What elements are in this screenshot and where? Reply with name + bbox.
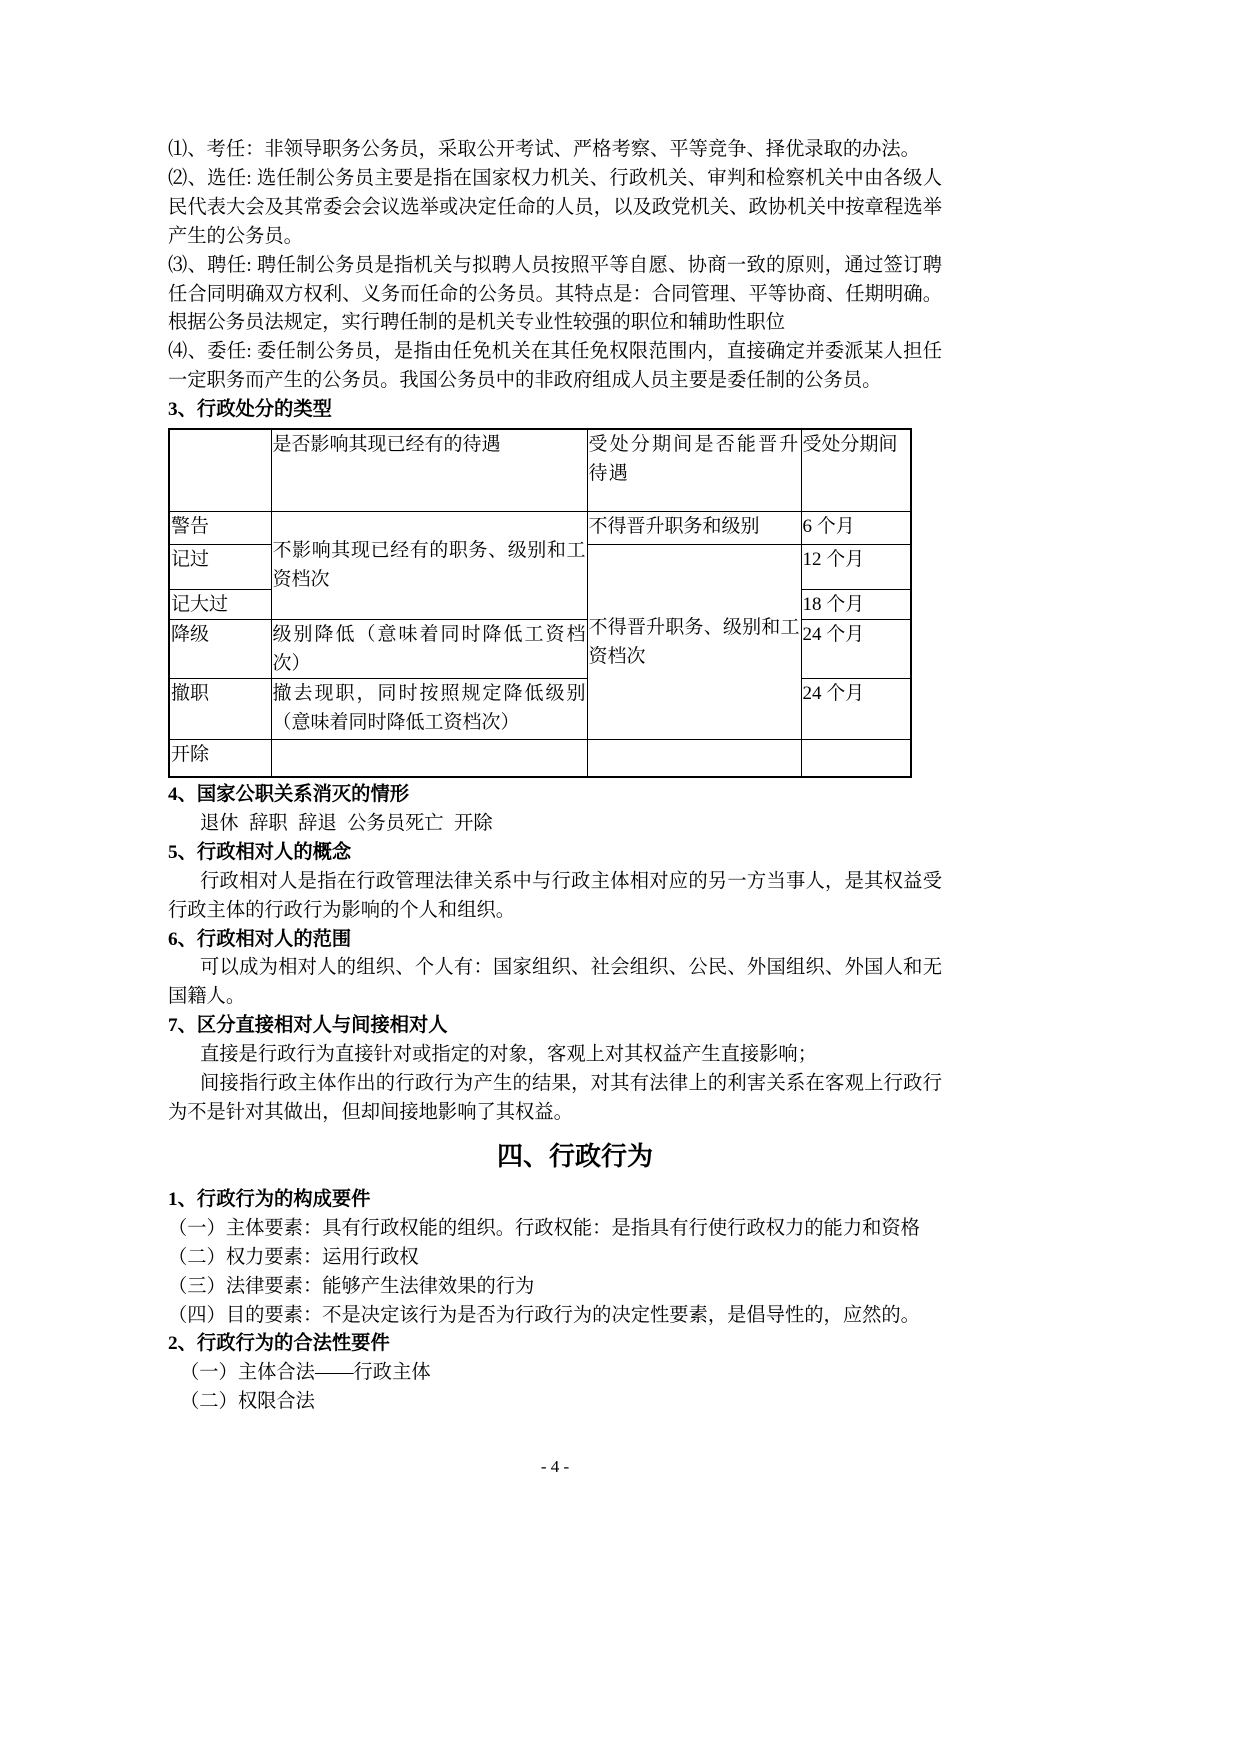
sanction-type-cell: 开除 <box>169 739 271 777</box>
legality-requirement-item: （二）权限合法 <box>180 1391 315 1413</box>
appointment-item-commission: ⑷、委任: 委任制公务员，是指由任免机关在其任免权限范围内，直接确定并委派某人担任一定职务而产生的公务员。我国公务员中的非政府组成人员主要是委任制的公务员。 <box>168 341 942 392</box>
appointment-item-election: ⑵、选任: 选任制公务员主要是指在国家权力机关、行政机关、审判和检察机关中由各级人民代表大会及其常委会会议选举或决定任命的人员，以及政党机关、政协机关中按章程选举产生的公务员。 <box>168 167 942 247</box>
sanction-table <box>168 428 912 778</box>
appointment-methods <box>168 136 942 396</box>
sanction-type-cell: 警告 <box>169 511 271 544</box>
period-cell: 24 个月 <box>801 619 911 678</box>
constituent-element-item: （二）权力要素：运用行政权 <box>168 1246 419 1268</box>
termination-heading: 4、国家公职关系消灭的情形 <box>168 784 410 806</box>
legality-requirements-heading: 2、行政行为的合法性要件 <box>168 1333 390 1355</box>
promotion-effect-cell: 不得晋升职务和级别 <box>587 511 801 544</box>
constituent-elements-heading: 1、行政行为的构成要件 <box>168 1188 371 1210</box>
counterpart-scope-heading: 6、行政相对人的范围 <box>168 928 352 950</box>
treatment-effect-cell: 撤去现职，同时按照规定降低级别（意味着同时降低工资档次） <box>271 678 587 739</box>
treatment-effect-cell-empty <box>271 739 587 777</box>
sanction-type-cell: 降级 <box>169 619 271 678</box>
table-row <box>169 511 911 544</box>
promotion-effect-cell-empty <box>587 739 801 777</box>
appointment-item-hire: ⑶、聘任: 聘任制公务员是指机关与拟聘人员按照平等自愿、协商一致的原则，通过签订聘任合同明确双方权利、义务而任命的公务员。其特点是：合同管理、平等协商、任期明确。根据公务员法规定，实行聘任制的是机关专业性较强的职位和辅助性职位 <box>168 254 942 334</box>
termination-item: 退休 <box>200 812 239 834</box>
termination-item: 辞退 <box>298 812 337 834</box>
sanction-type-cell: 撤职 <box>169 678 271 739</box>
termination-list <box>168 810 942 839</box>
header-cell-promotion-effect: 受处分期间是否能晋升待遇 <box>587 429 801 511</box>
treatment-effect-cell: 级别降低（意味着同时降低工资档次） <box>271 619 587 678</box>
header-cell-treatment-effect: 是否影响其现已经有的待遇 <box>271 429 587 511</box>
indirect-counterpart-text: 间接指行政主体作出的行政行为产生的结果，对其有法律上的利害关系在客观上行政行为不是针对其做出，但却间接地影响了其权益。 <box>168 1073 942 1124</box>
period-cell-empty <box>801 739 911 777</box>
chapter-title: 四、行政行为 <box>496 1141 653 1171</box>
constituent-element-item: （三）法律要素：能够产生法律效果的行为 <box>168 1275 535 1297</box>
counterpart-concept-text: 行政相对人是指在行政管理法律关系中与行政主体相对应的另一方当事人，是其权益受行政主体的行政行为影响的个人和组织。 <box>168 870 942 921</box>
page-number: - 4 - <box>540 1457 570 1476</box>
legality-requirement-item: （一）主体合法——行政主体 <box>180 1362 431 1384</box>
period-cell: 6 个月 <box>801 511 911 544</box>
promotion-effect-cell: 不得晋升职务、级别和工资档次 <box>587 544 801 739</box>
termination-item: 辞职 <box>249 812 288 834</box>
period-cell: 24 个月 <box>801 678 911 739</box>
period-cell: 12 个月 <box>801 544 911 589</box>
sanction-type-cell: 记大过 <box>169 589 271 619</box>
sanctions-heading: 3、行政处分的类型 <box>168 399 332 421</box>
period-cell: 18 个月 <box>801 589 911 619</box>
direct-counterpart-text: 直接是行政行为直接针对或指定的对象，客观上对其权益产生直接影响； <box>200 1044 817 1066</box>
direct-indirect-heading: 7、区分直接相对人与间接相对人 <box>168 1015 448 1037</box>
sanction-type-cell: 记过 <box>169 544 271 589</box>
counterpart-concept-heading: 5、行政相对人的概念 <box>168 841 352 863</box>
header-cell-period: 受处分期间 <box>801 429 911 511</box>
page-content <box>168 136 942 1417</box>
table-header-row <box>169 429 911 511</box>
termination-item: 开除 <box>454 812 493 834</box>
header-cell-empty <box>169 429 271 511</box>
constituent-element-item: （四）目的要素：不是决定该行为是否为行政行为的决定性要素，是倡导性的，应然的。 <box>168 1304 920 1326</box>
table-row <box>169 739 911 777</box>
counterpart-scope-text: 可以成为相对人的组织、个人有：国家组织、社会组织、公民、外国组织、外国人和无国籍人。 <box>168 957 942 1008</box>
treatment-effect-cell: 不影响其现已经有的职务、级别和工资档次 <box>271 511 587 619</box>
constituent-element-item: （一）主体要素：具有行政权能的组织。行政权能：是指具有行使行政权力的能力和资格 <box>168 1217 920 1239</box>
appointment-item-exam: ⑴、考任：非领导职务公务员，采取公开考试、严格考察、平等竞争、择优录取的办法。 <box>168 139 920 160</box>
termination-item: 公务员死亡 <box>347 812 444 834</box>
